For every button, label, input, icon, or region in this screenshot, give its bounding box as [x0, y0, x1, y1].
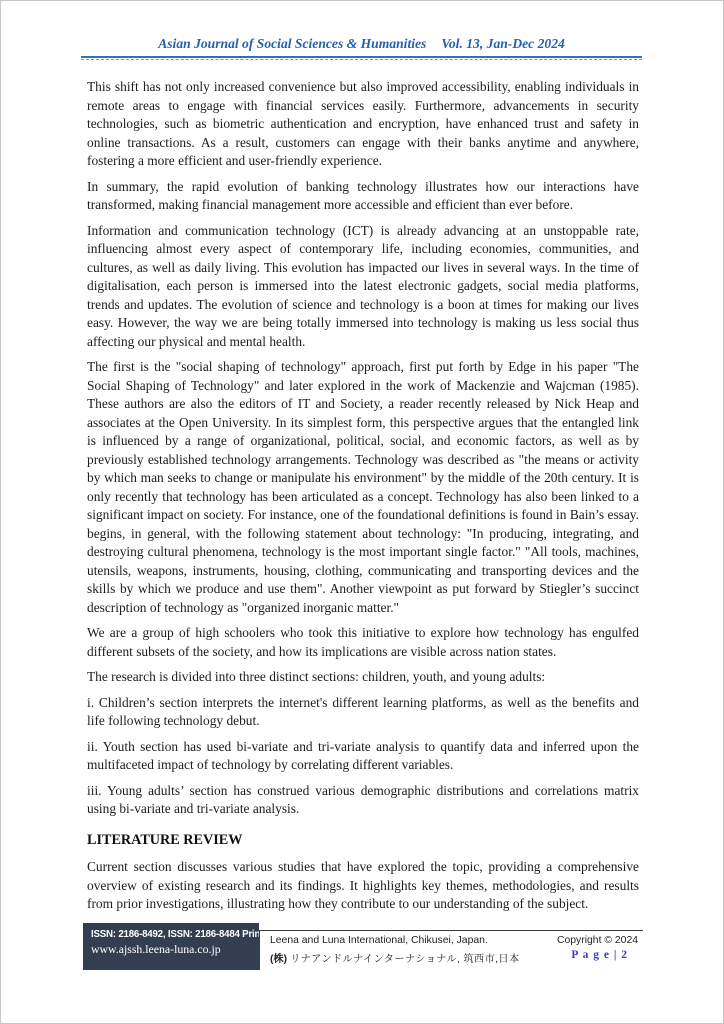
body-paragraph: Information and communication technology (ICT) is already advancing at an unstoppable rate, influencing almost every aspect of contemporary life, including economies, communities, and cultures, as well as daily living. This evolution has impacted our lives in several ways. In the time of digitalisation, each person is immersed into the latest electronic gadgets, social media platforms, trends and updates. The evolution of science and technology is a boon at times for making our lives easy. However, the way we are being totally immersed into technology is making us less social thus affecting our physical and mental health. — [87, 222, 639, 349]
publisher-japanese-prefix: (株) — [270, 954, 287, 965]
list-item-children: i. Children’s section interprets the internet's different learning platforms, as well as the benefits and life following technology debut. — [87, 694, 639, 728]
copyright-text: Copyright © 2024 — [556, 935, 638, 946]
publisher-english: Leena and Luna International, Chikusei, Japan. — [270, 935, 488, 946]
publisher-japanese-name: リナアンドルナインターナショナル, 筑西市,日本 — [286, 954, 520, 965]
body-paragraph: This shift has not only increased convenience but also improved accessibility, enabling individuals in remote areas to engage with financial services easily. Furthermore, advancements in security technologies, such as biometric authentication and encryption, have enhanced trust and safety in online transactions. As a result, customers can engage with their banks anytime and anywhere, fostering a more efficient and user-friendly experience. — [87, 79, 639, 168]
list-item-young-adults: iii. Young adults’ section has construed various demographic distributions and correlations matrix using bi-variate and tri-variate analysis. — [87, 782, 639, 816]
footer-copyright-block — [557, 931, 643, 970]
body-paragraph: The first is the "social shaping of technology" approach, first put forth by Edge in his paper "The Social Shaping of Technology" and later explored in the work of Mackenzie and Wajcman (1985). These authors are also the editors of IT and Society, a reader recently released by Nick Heap and associates at the Open University. In its simplest form, this perspective argues that the entangled link is influenced by a range of organizational, political, social, and economic factors, as well as by previously established technology arrangements. Technology was described as "the means or activity by which man seeks to change or manipulate his environment" by the middle of the 20th century. It is only recently that technology has been articulated as a concept. Technology has also been linked to a significant impact on society. For instance, one of the foundational definitions is found in Bain’s essay. begins, in general, with the following statement about technology: "In producing, integrating, and destroying cultural phenomena, technology is the most important single factor." "All tools, machines, utensils, weapons, instruments, housing, clothing, communicating and transporting devices and the skills by which we produce and use them". Another viewpoint as put forward by Stiegler’s succinct description of technology as "organized inorganic matter." — [87, 359, 639, 615]
issn-numbers: ISSN: 2186-8492, ISSN: 2186-8484 Print — [91, 929, 264, 940]
volume-info: Vol. 13, Jan-Dec 2024 — [441, 36, 565, 51]
footer-publisher-block — [259, 931, 520, 970]
page-header — [81, 35, 642, 60]
body-paragraph: The research is divided into three distinct sections: children, youth, and young adults: — [87, 669, 546, 684]
list-item-youth: ii. Youth section has used bi-variate and tri-variate analysis to quantify data and inferred upon the multifaceted impact of technology by correlating different variables. — [87, 738, 639, 772]
header-rule-solid — [81, 56, 642, 58]
footer-main — [259, 930, 643, 970]
journal-header-line — [81, 35, 642, 52]
publisher-japanese — [270, 950, 520, 965]
body-paragraph: We are a group of high schoolers who took this initiative to explore how technology has engulfed different subsets of the society, and how its implications are visible across nation states. — [87, 625, 639, 659]
footer-issn-block — [83, 923, 264, 970]
journal-website: www.ajssh.leena-luna.co.jp — [91, 942, 221, 956]
body-paragraph: Current section discusses various studies that have explored the topic, providing a comprehensive overview of existing research and its findings. It highlights key themes, methodologies, and results from prior investigations, illustrating how they contribute to our understanding of the subject. — [87, 859, 639, 911]
journal-title: Asian Journal of Social Sciences & Humanities — [158, 36, 427, 51]
page-number: P a g e | 2 — [571, 949, 628, 961]
section-heading-literature-review: LITERATURE REVIEW — [87, 831, 243, 848]
body-paragraph: In summary, the rapid evolution of banking technology illustrates how our interactions have transformed, making financial management more accessible and efficient than ever before. — [87, 178, 639, 212]
header-rule-dashed — [81, 59, 642, 60]
article-body — [87, 78, 639, 921]
